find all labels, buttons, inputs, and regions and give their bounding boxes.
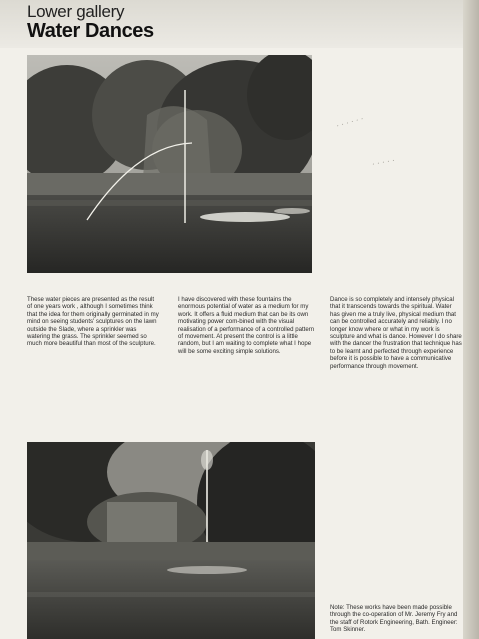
credits-note: Note: These works have been made possible through the co-operation of Mr. Jeremy Fry and the staff of Rotork Engineering, Bath. Engineer: Tom Skinner. bbox=[330, 604, 458, 634]
photo-fountain-pond bbox=[27, 55, 312, 273]
text-column-2: I have discovered with these fountains the enormous potential of water as a medium for my work. It offers a fluid medium that can be its own motivating power com-bined with the visual realisation of a performance of a controlled pattern of movement. At present the control is a little random, but I am waiting to complete what I hope will be some exciting simple solutions. bbox=[178, 296, 315, 355]
photo-fountain-trees bbox=[27, 442, 315, 639]
pencil-annotation: · · · · · · bbox=[335, 114, 365, 131]
section-kicker: Lower gallery bbox=[27, 2, 125, 21]
pencil-annotation: · · · · · bbox=[371, 156, 396, 169]
page-title: Water Dances bbox=[27, 20, 154, 42]
text-column-1: These water pieces are presented as the result of one years work , although I sometimes think that the idea for them originally germinated in my mind on seeing students' sculptures on the lawn outside the Slade, where a sprinkler was watering the grass. The sprinkler seemed so much more beautiful than most of the sculpture. bbox=[27, 296, 159, 348]
text-column-3: Dance is so completely and intensely physical that it transcends towards the spiritual. Water has given me a truly live, physical medium that can be controlled accurately and reliably. I no longer know where or what in my work is sculpture and what is dance. However I do share with the dancer the frustration that technique has to be learnt and perfected through experience before it is possible to have a communicative performance through movement. bbox=[330, 296, 462, 370]
page-edge-shadow bbox=[463, 0, 479, 639]
